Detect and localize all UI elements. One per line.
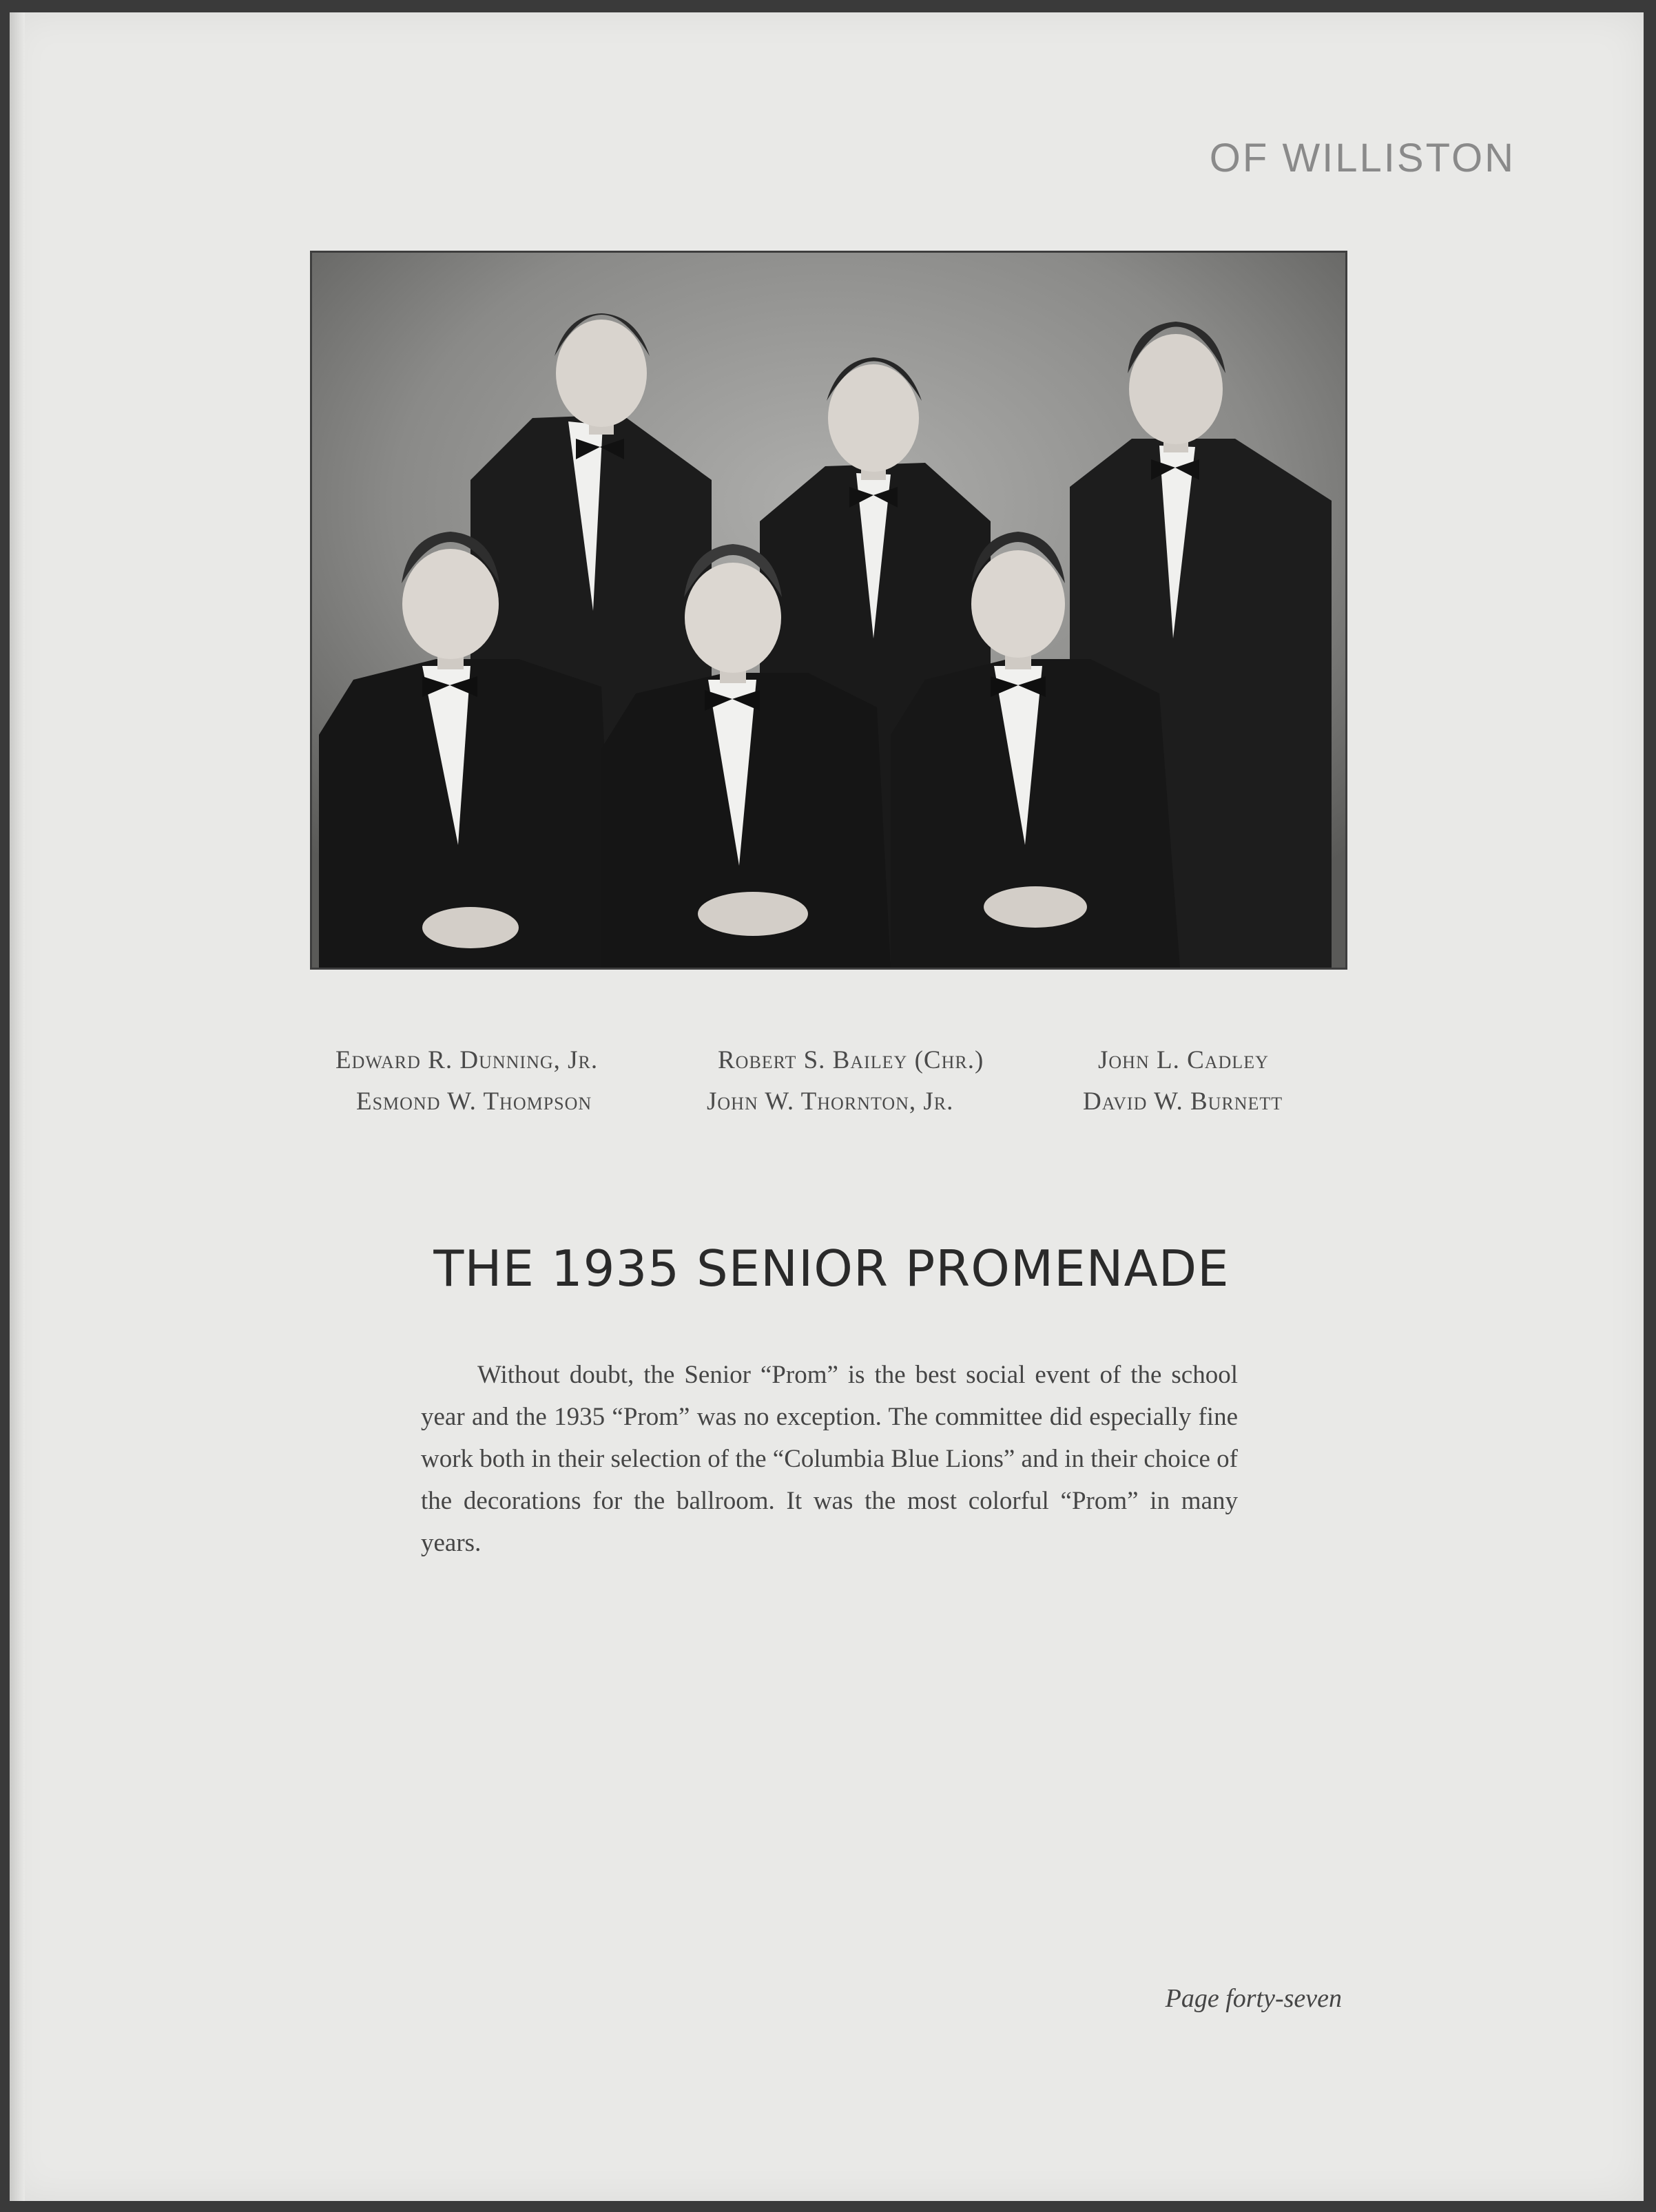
caption-name: David W. Burnett <box>1083 1087 1283 1116</box>
article-body: Without doubt, the Senior “Prom” is the best social event of the school year and the 1935 “Prom” was no exception. The committee did especially fine work both in their selection of the “Columbia Blue Lions” and in their choice of the decorations for the ballroom. It was the most colorful “Prom” in many years. <box>421 1361 1238 1557</box>
yearbook-page <box>10 12 1644 2201</box>
caption-name: Esmond W. Thompson <box>356 1087 592 1116</box>
committee-group-photo <box>310 251 1347 970</box>
running-head: OF WILLISTON <box>1209 136 1515 180</box>
caption-name: John L. Cadley <box>1098 1046 1269 1074</box>
caption-name: John W. Thornton, Jr. <box>707 1087 954 1116</box>
binding-shadow <box>10 12 25 2201</box>
caption-name: Edward R. Dunning, Jr. <box>335 1046 599 1074</box>
caption-name: Robert S. Bailey (Chr.) <box>718 1046 984 1074</box>
page-number: Page forty-seven <box>1165 1984 1342 2013</box>
article-title: THE 1935 SENIOR PROMENADE <box>433 1240 1230 1297</box>
